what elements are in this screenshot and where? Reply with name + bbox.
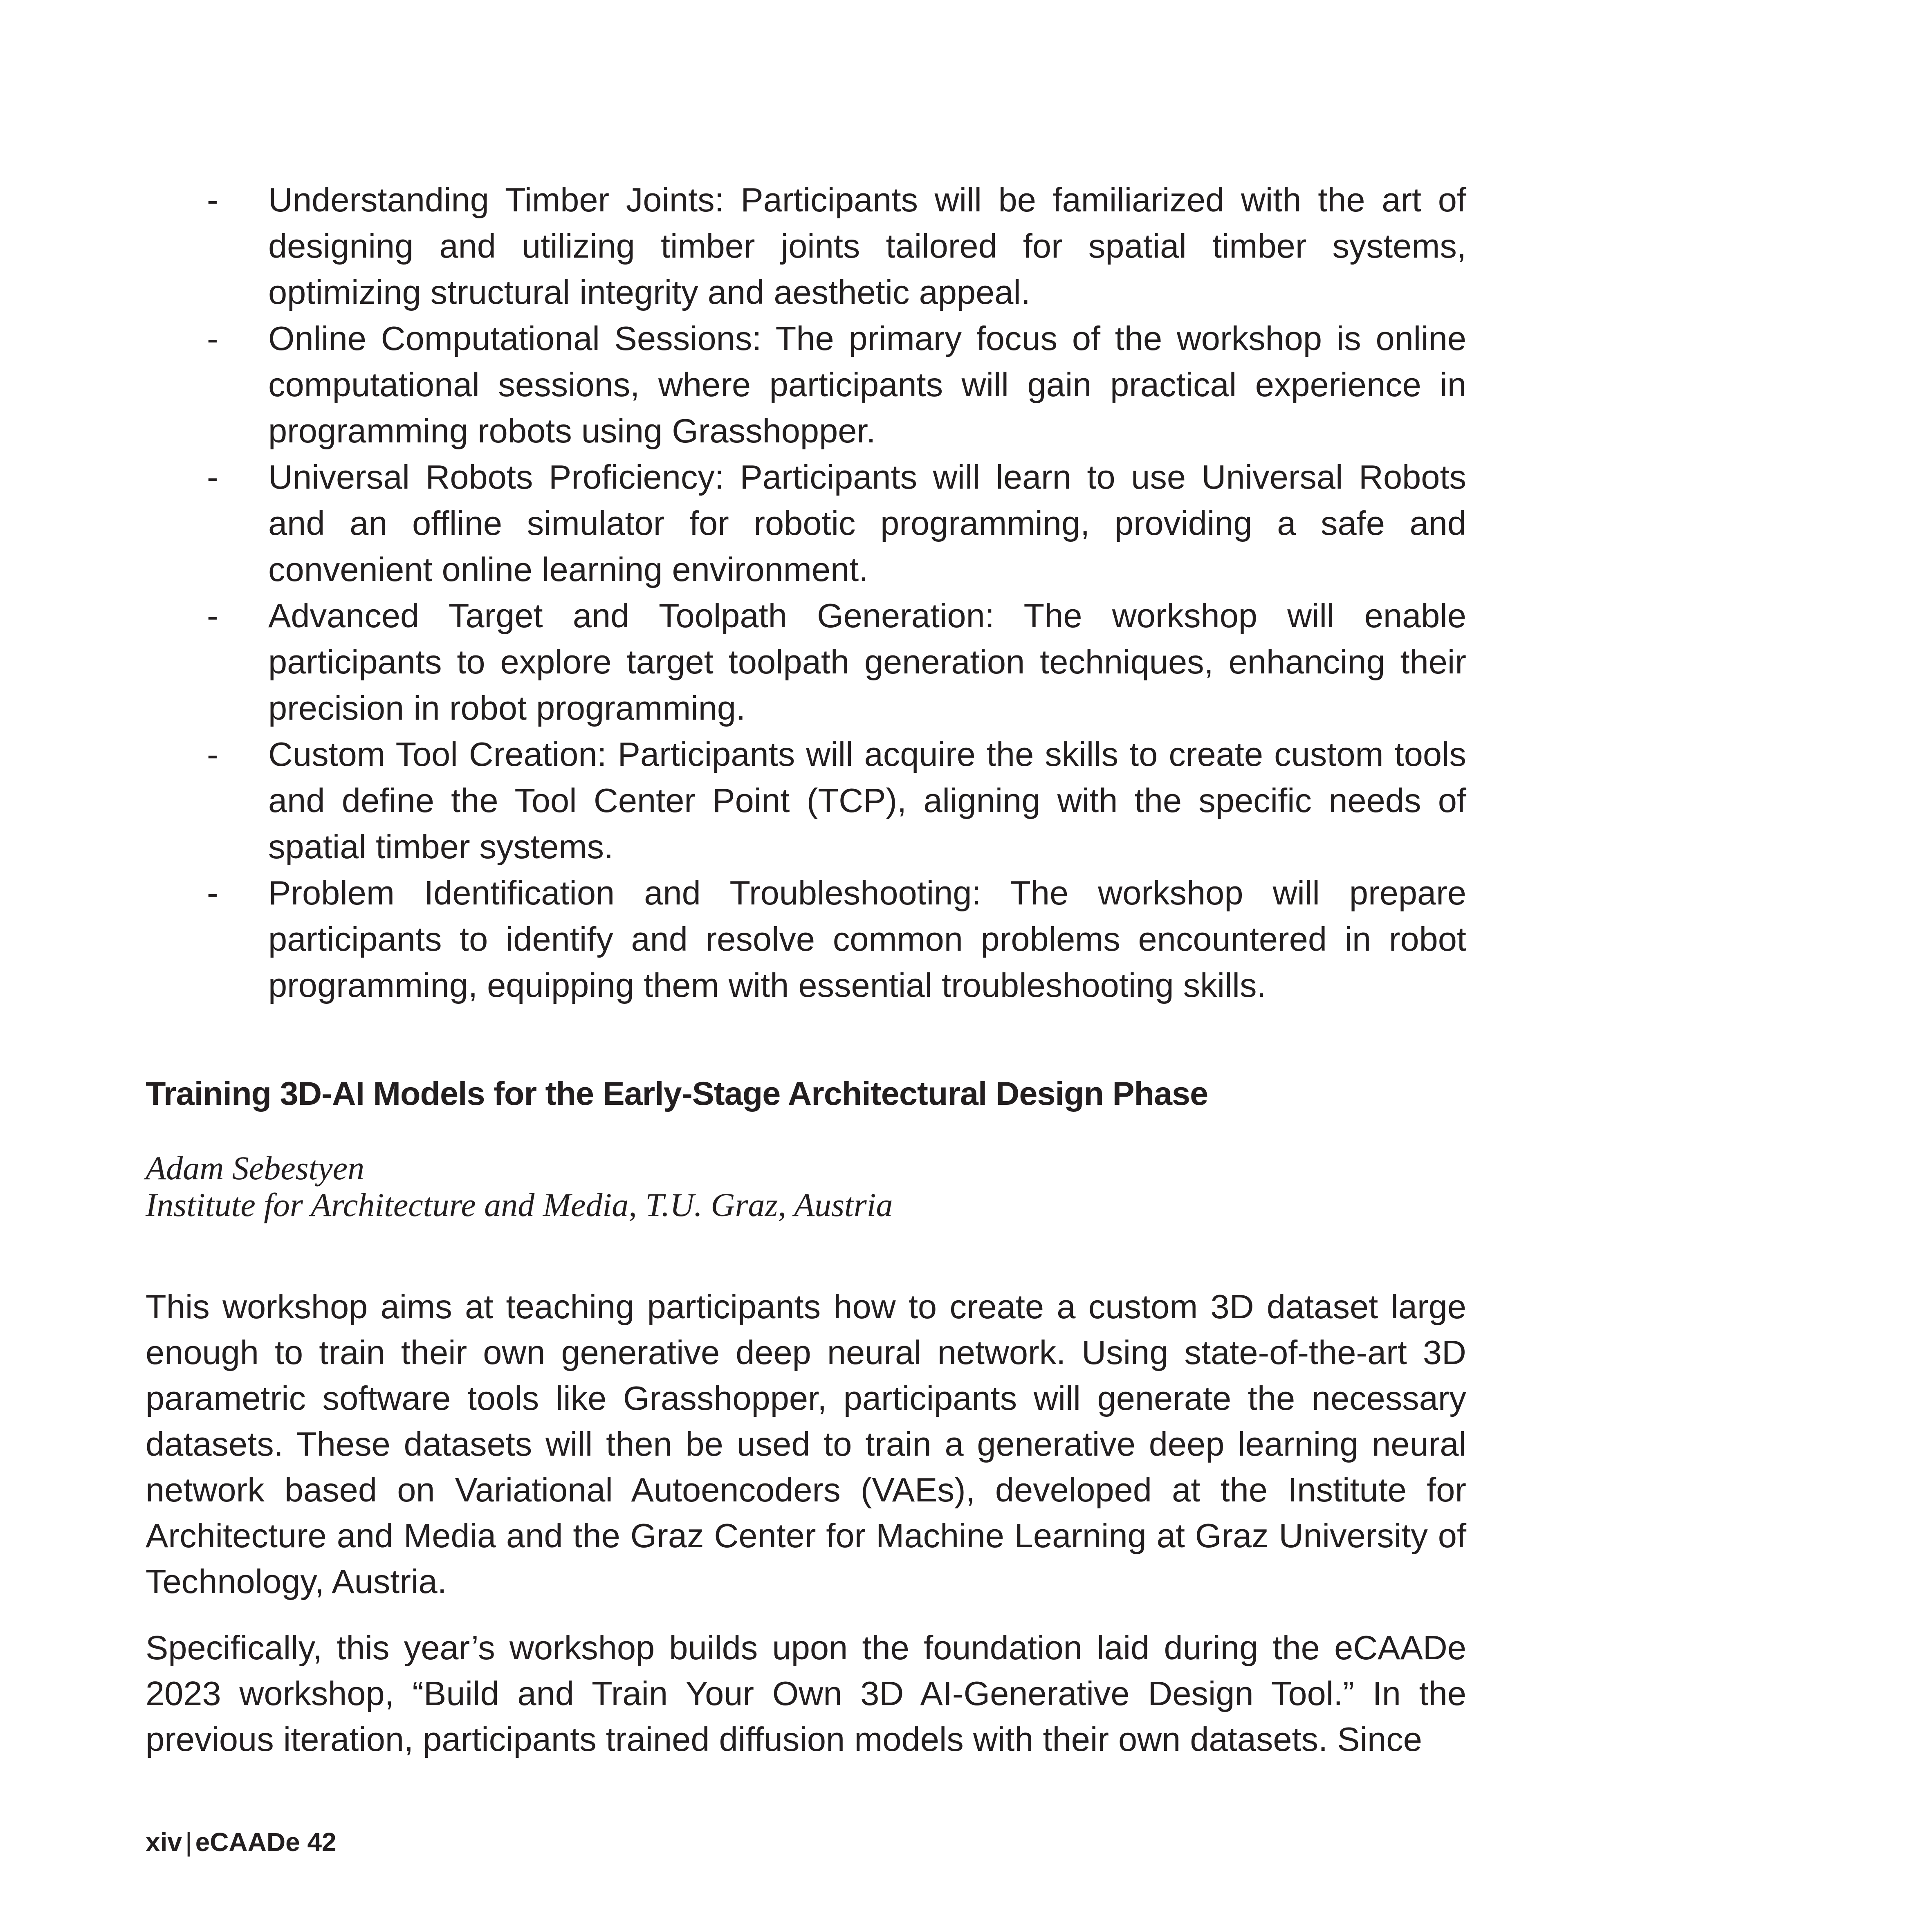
list-item-text: Advanced Target and Toolpath Generation: The workshop will enable participants to explore target toolpath generation techniques, enhancing their precision in robot programming. [268, 597, 1466, 727]
paragraph: Specifically, this year’s workshop builds upon the foundation laid during the eCAADe 2023 workshop, “Build and Train Your Own 3D AI-Generative Design Tool.” In the previous iteration, participants trained diffusion models with their own datasets. Since [146, 1629, 1466, 1758]
bullet-marker: - [207, 597, 218, 635]
section-title: Training 3D-AI Models for the Early-Stage Architectural Design Phase [146, 1075, 1208, 1112]
list-item-text: Online Computational Sessions: The primary focus of the workshop is online computational sessions, where participants will gain practical experience in programming robots using Grasshopper. [268, 319, 1466, 450]
bullet-marker: - [207, 874, 218, 912]
list-item-text: Problem Identification and Troubleshooting: The workshop will prepare participants to identify and resolve common problems encountered in robot programming, equipping them with essential troubleshooting skills. [268, 874, 1466, 1004]
list-item [146, 315, 1466, 454]
bullet-marker: - [207, 181, 218, 219]
list-item-text: Custom Tool Creation: Participants will acquire the skills to create custom tools and define the Tool Center Point (TCP), aligning with the specific needs of spatial timber systems. [268, 735, 1466, 866]
body-text [146, 1284, 1466, 1783]
page-footer [146, 1826, 337, 1858]
list-item-text: Understanding Timber Joints: Participants will be familiarized with the art of designing and utilizing timber joints tailored for spatial timber systems, optimizing structural integrity and aesthetic appeal. [268, 181, 1466, 311]
paragraph: This workshop aims at teaching participants how to create a custom 3D dataset large enough to train their own generative deep neural network. Using state-of-the-art 3D parametric software tools like Grasshopper, participants will generate the necessary datasets. These datasets will then be used to train a generative deep learning neural network based on Variational Autoencoders (VAEs), developed at the Institute for Architecture and Media and the Graz Center for Machine Learning at Graz University of Technology, Austria. [146, 1288, 1466, 1600]
page-number: xiv [146, 1827, 182, 1857]
author-affiliation: Institute for Architecture and Media, T.U. Graz, Austria [146, 1186, 893, 1223]
list-item [146, 592, 1466, 731]
author-name: Adam Sebestyen [146, 1149, 365, 1187]
bullet-marker: - [207, 458, 218, 496]
list-item [146, 177, 1466, 315]
list-item [146, 454, 1466, 592]
footer-separator: | [185, 1827, 192, 1857]
author-block [146, 1150, 1466, 1223]
publication-name: eCAADe 42 [195, 1827, 337, 1857]
list-item [146, 731, 1466, 870]
list-item-text: Universal Robots Proficiency: Participants will learn to use Universal Robots and an offline simulator for robotic programming, providing a safe and convenient online learning environment. [268, 458, 1466, 588]
list-item [146, 870, 1466, 1008]
objectives-list [146, 177, 1466, 1008]
bullet-marker: - [207, 735, 218, 773]
bullet-marker: - [207, 319, 218, 357]
